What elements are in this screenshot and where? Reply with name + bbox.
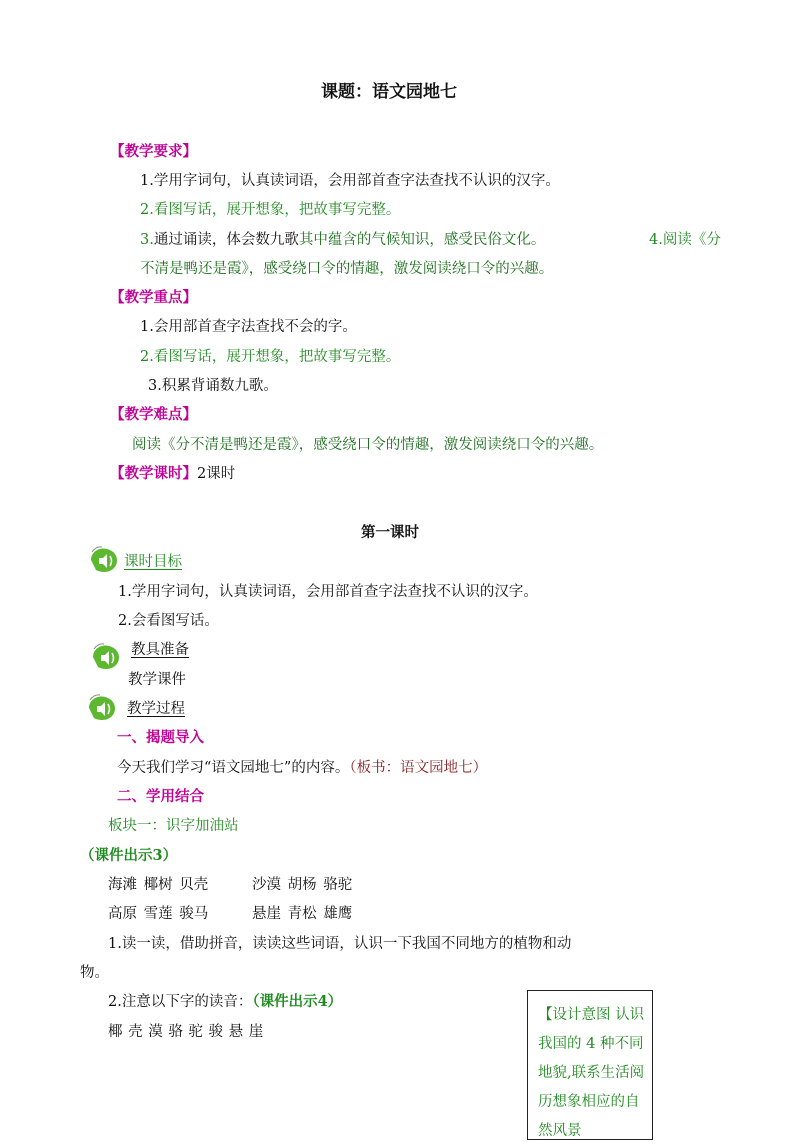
requirement-3-number: 3.: [140, 232, 154, 248]
reading-task-1-cont: 物。: [80, 965, 109, 981]
requirement-1: 1.学用字词句，认真读词语，会用部首查字法查找不认识的汉字。: [140, 173, 560, 189]
word-group-2a: 高原 雪莲 骏马: [108, 906, 209, 922]
requirement-2: 2.看图写话，展开想象，把故事写完整。: [140, 202, 401, 218]
difficulty-1: 阅读《分不清是鸭还是霞》，感受绕口令的情趣，激发阅读绕口令的兴趣。: [132, 437, 604, 453]
materials-heading: 教具准备: [131, 642, 189, 658]
block-1-title: 板块一：识字加油站: [108, 818, 239, 834]
design-intent-note: 【设计意图 认识我国的 4 种不同地貌,联系生活阅历想象相应的自然风景: [527, 990, 653, 1140]
materials-item: 教学课件: [128, 672, 186, 688]
section-heading-key-points: 【教学重点】: [110, 289, 197, 306]
requirement-4-start: 4.阅读《分: [649, 232, 721, 248]
key-point-2: 2.看图写话，展开想象，把故事写完整。: [140, 349, 401, 365]
courseware-3-note: （课件出示3）: [80, 847, 178, 864]
lesson-goal-2: 2.会看图写话。: [118, 613, 219, 629]
step-1-board-note: （板书：语文园地七）: [349, 760, 488, 776]
speaker-leaf-icon: [90, 641, 124, 671]
pronunciation-characters: 椰 壳 漠 骆 驼 骏 悬 崖: [108, 1024, 264, 1040]
lesson-title: 第一课时: [361, 524, 419, 541]
lesson-count-line: [110, 467, 235, 482]
key-point-1: 1.会用部首查字法查找不会的字。: [140, 319, 357, 335]
step-1-heading: 一、揭题导入: [117, 729, 204, 746]
reading-task-2-text: 2.注意以下字的读音：: [108, 994, 253, 1010]
lesson-goal-heading: 课时目标: [124, 554, 182, 570]
requirement-3-part2: 其中蕴含的气候知识，感受民俗文化。: [298, 232, 546, 248]
step-1-intro: 今天我们学习“语文园地七”的内容。: [117, 760, 350, 776]
word-group-2b: 悬崖 青松 雄鹰: [252, 906, 353, 922]
lesson-goal-1: 1.学用字词句，认真读词语，会用部首查字法查找不认识的汉字。: [118, 584, 538, 600]
reading-task-1: 1.读一读，借助拼音，读读这些词语，认识一下我国不同地方的植物和动: [108, 936, 572, 952]
reading-task-2: [108, 995, 342, 1010]
page-title: 课题：语文园地七: [321, 82, 457, 102]
speaker-leaf-icon: [88, 544, 122, 574]
speaker-leaf-icon: [86, 692, 120, 722]
lesson-count-value: 2课时: [197, 466, 236, 482]
process-heading: 教学过程: [127, 701, 185, 717]
word-group-1a: 海滩 椰树 贝壳: [108, 877, 209, 893]
word-group-1b: 沙漠 胡杨 骆驼: [252, 877, 353, 893]
requirement-3-part1: 通过诵读，体会数九歌: [153, 232, 299, 248]
section-heading-requirements: 【教学要求】: [110, 143, 197, 160]
section-heading-difficulties: 【教学难点】: [110, 406, 197, 423]
step-1-text: [117, 761, 487, 776]
requirement-3: [140, 233, 545, 248]
key-point-3: 3.积累背诵数九歌。: [148, 378, 278, 394]
courseware-4-note: （课件出示4）: [252, 993, 343, 1010]
requirement-4-rest: 不清是鸭还是霞》，感受绕口令的情趣，激发阅读绕口令的兴趣。: [140, 261, 554, 277]
section-heading-lesson-count: 【教学课时】: [110, 465, 197, 482]
step-2-heading: 二、学用结合: [117, 788, 204, 805]
